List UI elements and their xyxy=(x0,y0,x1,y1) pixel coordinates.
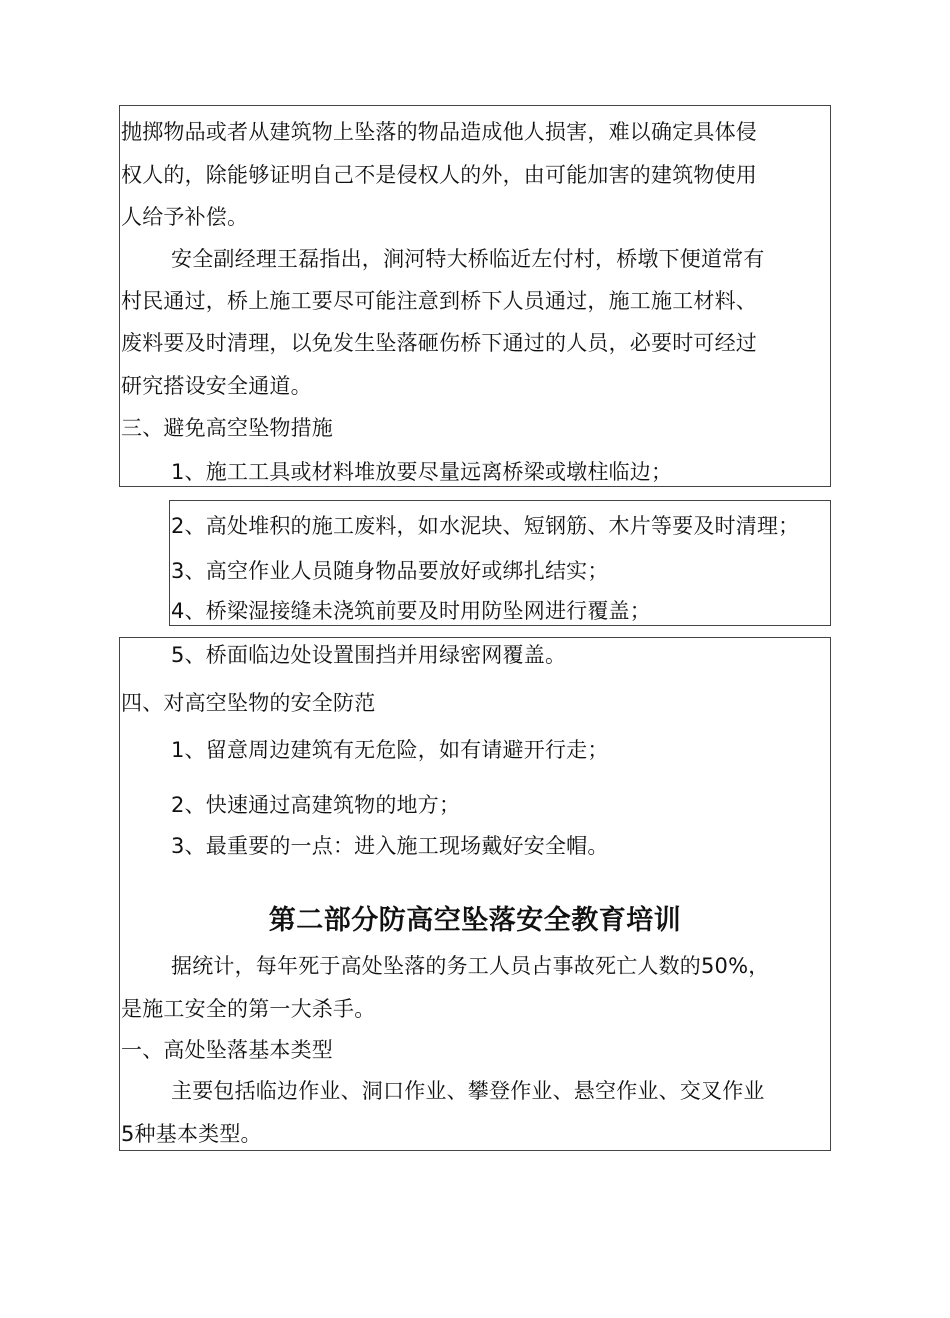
section-heading: 一、高处坠落基本类型 xyxy=(121,1038,333,1062)
body-line: 人给予补偿。 xyxy=(121,205,249,229)
list-item: 3、高空作业人员随身物品要放好或绑扎结实； xyxy=(171,559,609,583)
list-item: 5、桥面临边处设置围挡并用绿密网覆盖。 xyxy=(171,643,567,667)
section-heading: 三、避免高空坠物措施 xyxy=(121,416,333,440)
body-line: 主要包括临边作业、洞口作业、攀登作业、悬空作业、交叉作业 xyxy=(171,1079,765,1103)
body-line: 安全副经理王磊指出，涧河特大桥临近左付村，桥墩下便道常有 xyxy=(171,247,765,271)
body-line: 抛掷物品或者从建筑物上坠落的物品造成他人损害，难以确定具体侵 xyxy=(121,120,757,144)
list-item: 2、高处堆积的施工废料，如水泥块、短钢筋、木片等要及时清理； xyxy=(171,514,800,538)
body-line: 研究搭设安全通道。 xyxy=(121,374,312,398)
body-line: 废料要及时清理，以免发生坠落砸伤桥下通过的人员，必要时可经过 xyxy=(121,331,757,355)
body-line: 村民通过，桥上施工要尽可能注意到桥下人员通过，施工施工材料、 xyxy=(121,289,757,313)
list-item: 3、最重要的一点：进入施工现场戴好安全帽。 xyxy=(171,834,609,858)
list-item: 1、施工工具或材料堆放要尽量远离桥梁或墩柱临边； xyxy=(171,460,673,484)
body-line: 据统计，每年死于高处坠落的务工人员占事故死亡人数的50%， xyxy=(171,954,770,978)
part-title: 第二部分防高空坠落安全教育培训 xyxy=(268,905,682,936)
list-item: 1、留意周边建筑有无危险，如有请避开行走； xyxy=(171,738,609,762)
body-line: 是施工安全的第一大杀手。 xyxy=(121,997,376,1021)
body-line: 权人的，除能够证明自己不是侵权人的外，由可能加害的建筑物使用 xyxy=(121,163,757,187)
list-item: 4、桥梁湿接缝未浇筑前要及时用防坠网进行覆盖； xyxy=(171,599,651,623)
list-item: 2、快速通过高建筑物的地方； xyxy=(171,793,461,817)
body-line: 5种基本类型。 xyxy=(121,1122,262,1146)
section-heading: 四、对高空坠物的安全防范 xyxy=(121,691,376,715)
